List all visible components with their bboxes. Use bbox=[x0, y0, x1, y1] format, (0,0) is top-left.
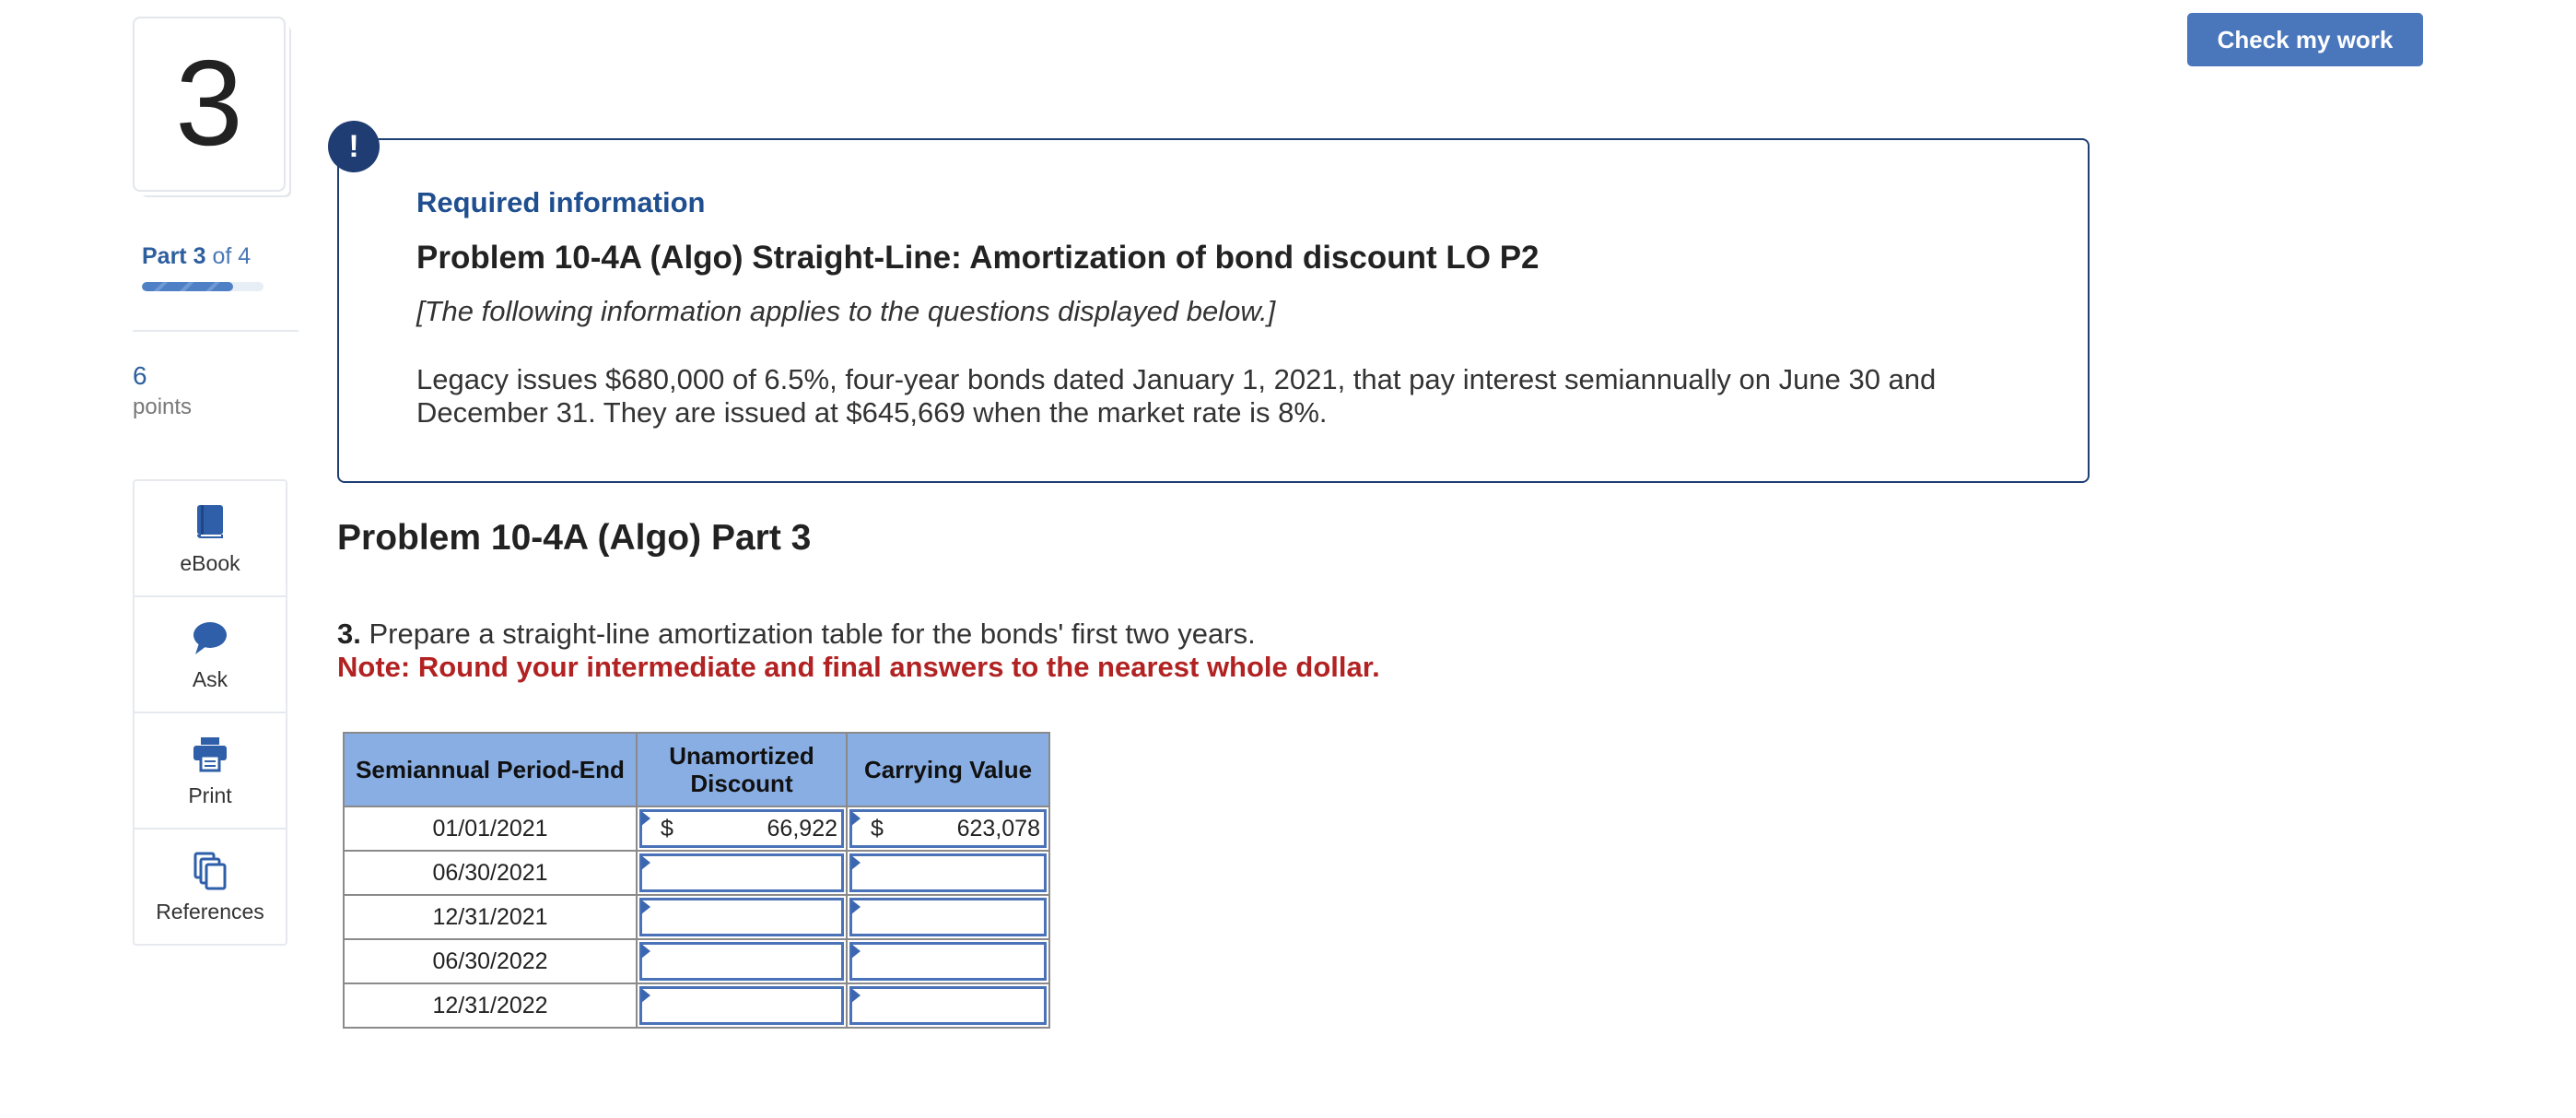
currency-symbol: $ bbox=[661, 815, 673, 841]
part-of-total: of 4 bbox=[212, 243, 252, 269]
ebook-label: eBook bbox=[180, 550, 240, 575]
chat-bubble-icon bbox=[190, 618, 230, 658]
rounding-note: Note: Round your intermediate and final answers to the nearest whole dollar. bbox=[337, 651, 1380, 683]
period-cell: 12/31/2021 bbox=[344, 895, 637, 939]
input-marker-icon bbox=[851, 944, 861, 959]
unamortized-discount-input[interactable] bbox=[639, 942, 844, 981]
input-marker-icon bbox=[641, 900, 650, 914]
points-value: 6 bbox=[133, 361, 147, 390]
carrying-value-cell bbox=[847, 806, 1049, 851]
unamortized-discount-input[interactable] bbox=[639, 986, 844, 1025]
carrying-value-cell bbox=[847, 895, 1049, 939]
header-carrying-value: Carrying Value bbox=[847, 733, 1049, 806]
tools-panel bbox=[133, 479, 287, 946]
period-cell: 12/31/2022 bbox=[344, 983, 637, 1028]
unamortized-discount-value: 66,922 bbox=[767, 815, 837, 841]
carrying-value-input[interactable] bbox=[849, 898, 1047, 936]
carrying-value-input[interactable] bbox=[849, 853, 1047, 892]
carrying-value-value: 623,078 bbox=[956, 815, 1040, 841]
carrying-value-cell bbox=[847, 939, 1049, 983]
ebook-button[interactable] bbox=[135, 481, 286, 597]
part-indicator bbox=[142, 243, 251, 270]
table-row bbox=[344, 939, 1049, 983]
input-marker-icon bbox=[641, 855, 650, 870]
table-header-row bbox=[344, 733, 1049, 806]
input-marker-icon bbox=[641, 944, 650, 959]
unamortized-discount-input[interactable] bbox=[639, 853, 844, 892]
table-row bbox=[344, 806, 1049, 851]
unamortized-discount-cell bbox=[637, 851, 847, 895]
carrying-value-input[interactable] bbox=[849, 942, 1047, 981]
period-cell: 01/01/2021 bbox=[344, 806, 637, 851]
left-divider bbox=[133, 330, 299, 332]
part-progress-fill bbox=[142, 282, 233, 291]
input-marker-icon bbox=[851, 988, 861, 1003]
instruction bbox=[337, 618, 1256, 651]
header-unamortized-discount: Unamortized Discount bbox=[637, 733, 847, 806]
carrying-value-input[interactable] bbox=[849, 809, 1047, 848]
points-label: points bbox=[133, 394, 193, 419]
references-button[interactable] bbox=[135, 830, 286, 944]
input-marker-icon bbox=[641, 811, 650, 826]
unamortized-discount-cell bbox=[637, 983, 847, 1028]
carrying-value-cell bbox=[847, 851, 1049, 895]
print-label: Print bbox=[188, 783, 232, 807]
question-number: 3 bbox=[175, 35, 243, 171]
unamortized-discount-cell bbox=[637, 806, 847, 851]
question-number-card bbox=[133, 17, 286, 192]
period-cell: 06/30/2022 bbox=[344, 939, 637, 983]
print-button[interactable] bbox=[135, 713, 286, 830]
input-marker-icon bbox=[851, 855, 861, 870]
unamortized-discount-input[interactable] bbox=[639, 809, 844, 848]
check-my-work-button[interactable]: Check my work bbox=[2187, 13, 2423, 66]
input-marker-icon bbox=[641, 988, 650, 1003]
period-cell: 06/30/2021 bbox=[344, 851, 637, 895]
table-row bbox=[344, 983, 1049, 1028]
input-marker-icon bbox=[851, 811, 861, 826]
printer-icon bbox=[190, 734, 230, 774]
input-marker-icon bbox=[851, 900, 861, 914]
part-progress-bar bbox=[142, 282, 263, 291]
part-title: Problem 10-4A (Algo) Part 3 bbox=[337, 518, 812, 558]
carrying-value-input[interactable] bbox=[849, 986, 1047, 1025]
unamortized-discount-input[interactable] bbox=[639, 898, 844, 936]
references-label: References bbox=[156, 899, 264, 924]
problem-title: Problem 10-4A (Algo) Straight-Line: Amortization of bond discount LO P2 bbox=[416, 240, 1540, 276]
required-information-title: Required information bbox=[416, 186, 706, 218]
carrying-value-cell bbox=[847, 983, 1049, 1028]
header-period: Semiannual Period-End bbox=[344, 733, 637, 806]
amortization-table bbox=[343, 732, 1050, 1029]
table-row bbox=[344, 895, 1049, 939]
ask-label: Ask bbox=[192, 666, 228, 691]
book-icon bbox=[190, 501, 230, 542]
info-applies-note: [The following information applies to the questions displayed below.] bbox=[416, 295, 1276, 327]
part-label: Part 3 bbox=[142, 243, 206, 269]
ask-button[interactable] bbox=[135, 597, 286, 713]
table-row bbox=[344, 851, 1049, 895]
alert-icon: ! bbox=[328, 121, 380, 172]
unamortized-discount-cell bbox=[637, 939, 847, 983]
copy-pages-icon bbox=[190, 850, 230, 890]
currency-symbol: $ bbox=[871, 815, 884, 841]
problem-text: Legacy issues $680,000 of 6.5%, four-year bonds dated January 1, 2021, that pay interest semiannually on June 30 and December 31. They are issued at $645,669 when the market rate is 8%. bbox=[416, 363, 1937, 429]
unamortized-discount-cell bbox=[637, 895, 847, 939]
instruction-text: Prepare a straight-line amortization table for the bonds' first two years. bbox=[360, 618, 1256, 650]
instruction-number: 3. bbox=[337, 618, 361, 650]
